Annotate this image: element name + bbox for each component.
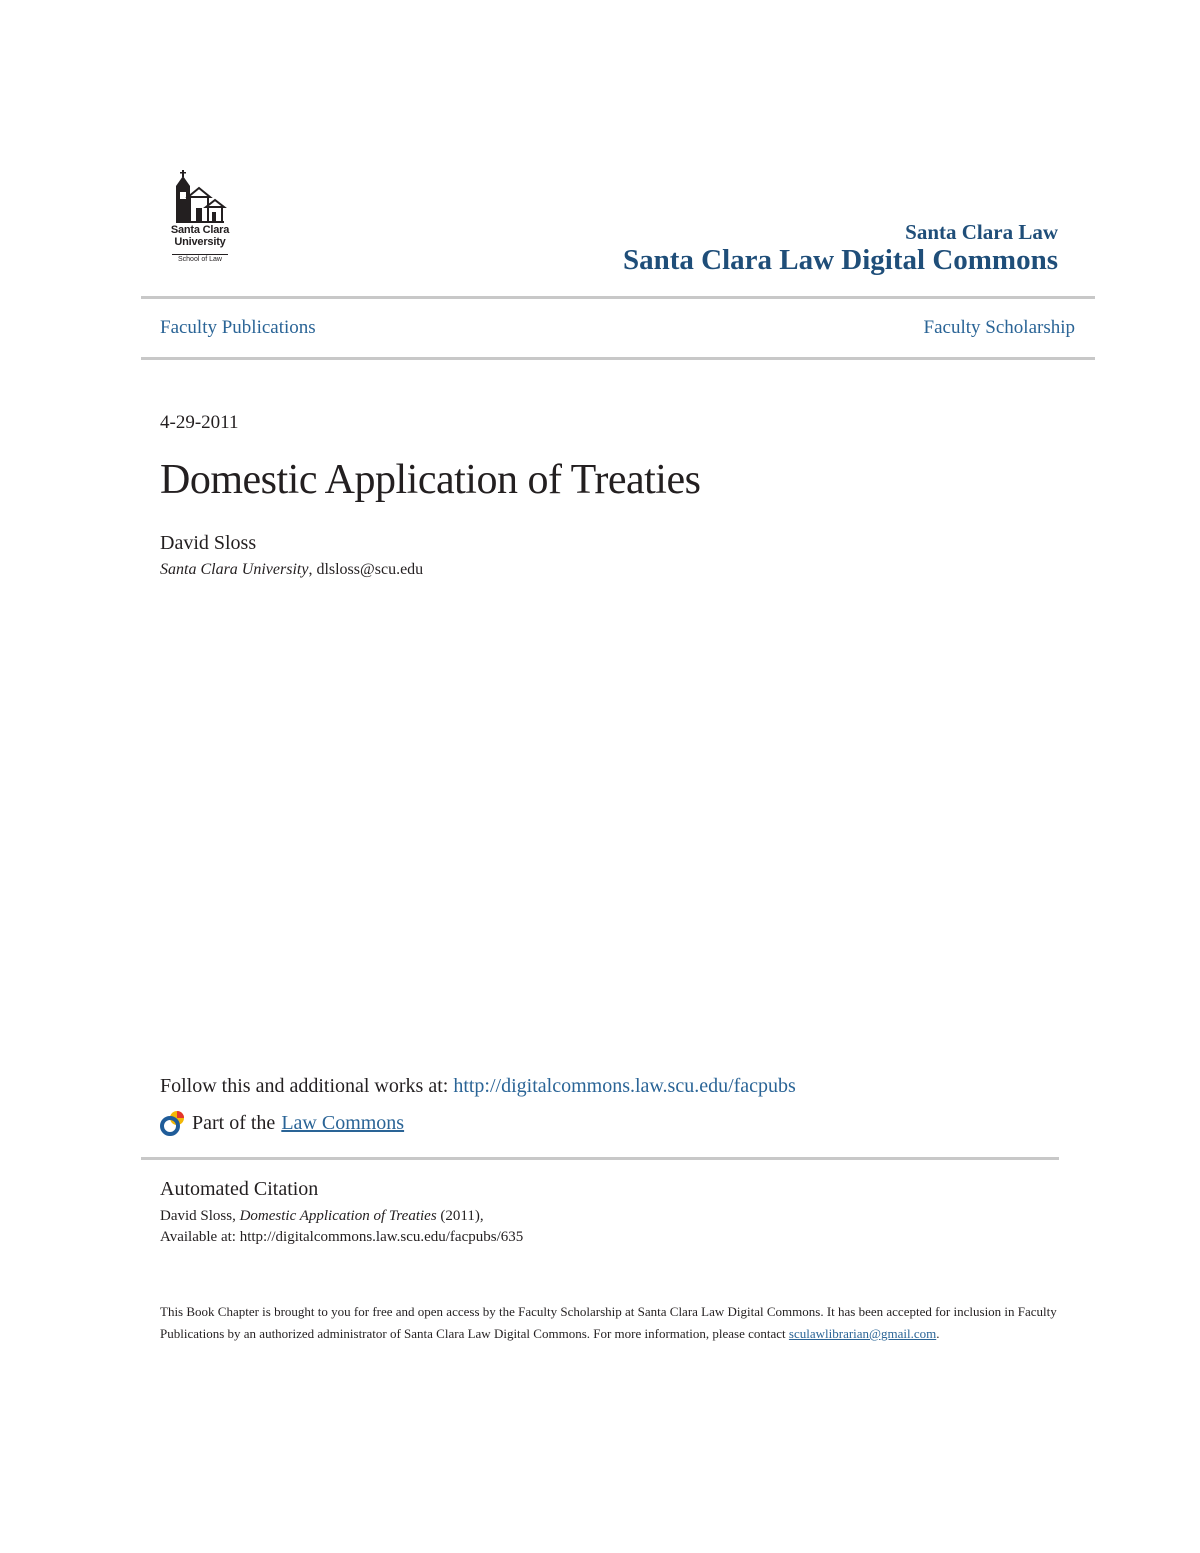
- follow-label: Follow this and additional works at:: [160, 1075, 454, 1097]
- author-affiliation: [160, 561, 423, 579]
- header-repository-link[interactable]: Santa Clara Law Digital Commons: [622, 244, 1058, 276]
- network-logo-icon: [160, 1109, 188, 1137]
- citation-available-line: [160, 1229, 523, 1246]
- citation-year: (2011),: [436, 1208, 484, 1224]
- law-commons-link[interactable]: Law Commons: [281, 1111, 405, 1134]
- citation-divider: [141, 1157, 1059, 1160]
- logo-name-line1: Santa Clara: [170, 224, 230, 236]
- article-title: Domestic Application of Treaties: [160, 457, 701, 503]
- follow-url-link[interactable]: http://digitalcommons.law.scu.edu/facpubs: [453, 1075, 796, 1097]
- nav-faculty-publications-link[interactable]: Faculty Publications: [160, 317, 316, 338]
- header-org-link[interactable]: Santa Clara Law: [905, 220, 1058, 244]
- citation-available-url[interactable]: http://digitalcommons.law.scu.edu/facpubs/635: [239, 1229, 524, 1245]
- logo-divider: [172, 254, 228, 255]
- citation-available-label: Available at:: [160, 1229, 240, 1245]
- nav-faculty-scholarship-link[interactable]: Faculty Scholarship: [923, 317, 1075, 338]
- top-divider: [141, 296, 1095, 299]
- citation-title: Domestic Application of Treaties: [239, 1208, 437, 1224]
- part-of-label: Part of the: [192, 1111, 276, 1134]
- author-name: David Sloss: [160, 532, 257, 554]
- nav-divider: [141, 357, 1095, 360]
- notice-text: This Book Chapter is brought to you for free and open access by the Faculty Scholarship at Santa Clara Law Digital Commons. It has been accepted for inclusion in Faculty Publications by an authorized administrator of Santa Clara Law Digital Commons. For more information, please contact: [160, 1304, 1057, 1341]
- logo-school: School of Law: [178, 256, 222, 263]
- part-of-line: [160, 1109, 404, 1137]
- notice-end: .: [936, 1326, 940, 1341]
- follow-line: [160, 1075, 796, 1098]
- logo-name: [156, 224, 244, 248]
- author-email: , dlsloss@scu.edu: [308, 561, 424, 578]
- publication-date: 4-29-2011: [160, 412, 239, 433]
- logo-name-line2: University: [174, 236, 226, 248]
- contact-email-link[interactable]: sculawlibrarian@gmail.com: [788, 1326, 937, 1341]
- citation-heading: Automated Citation: [160, 1178, 319, 1200]
- citation-line: [160, 1208, 484, 1225]
- access-notice: [160, 1301, 1060, 1345]
- affiliation-name: Santa Clara University: [160, 561, 309, 578]
- citation-author: David Sloss,: [160, 1208, 240, 1224]
